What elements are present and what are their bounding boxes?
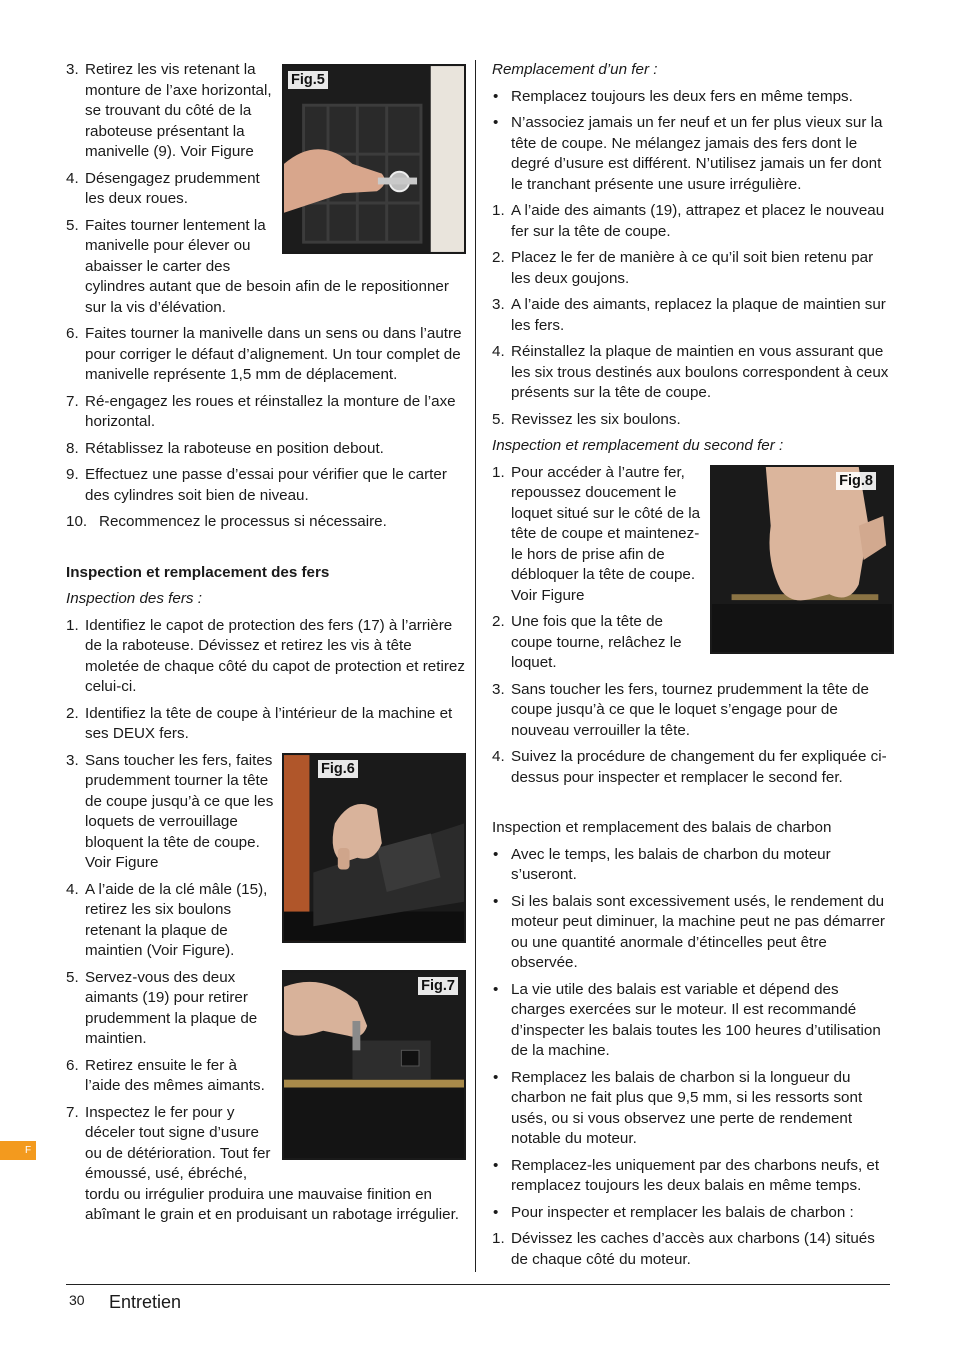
list-item: 2. Identifiez la tête de coupe à l’intérieur de la machine et ses DEUX fers. <box>66 704 453 742</box>
list-item: 4. A l’aide de la clé mâle (15), retirez les six boulons retenant la plaque de maintien (Voir Figure). <box>66 880 268 959</box>
bullet-item: • Pour inspecter et remplacer les balais de charbon : <box>493 1203 854 1221</box>
list-item: 2. Placez le fer de manière à ce qu’il soit bien retenu par les deux goujons. <box>492 249 874 287</box>
list-item: 4. Désengagez prudemment les deux roues. <box>66 169 260 207</box>
bullet-item: • Remplacez toujours les deux fers en même temps. <box>493 87 853 105</box>
subheading: Remplacement d’un fer : <box>492 61 658 78</box>
list-item: 8. Rétablissez la raboteuse en position debout. <box>66 439 384 457</box>
list-item: 7. Inspectez le fer pour y déceler tout signe d’usure ou de détérioration. Tout fer émoussé, usé, ébréché, tordu ou irrégulier produira une mauvaise finition en abîmant le grain et en produisant un rabotage irrégulier. <box>66 1103 460 1223</box>
list-item: 3. Sans toucher les fers, tournez prudemment la tête de coupe jusqu’à ce que le loquet s’engage pour de nouveau verrouiller la tête. <box>492 680 869 739</box>
fig7-label: Fig.7 <box>418 977 458 995</box>
section-title: Entretien <box>109 1292 182 1312</box>
list-item: 6. Retirez ensuite le fer à l’aide des mêmes aimants. <box>66 1056 265 1094</box>
list-item: 4. Suivez la procédure de changement du fer expliquée ci-dessus pour inspecter et remplacer le second fer. <box>492 748 887 786</box>
bullet-item: • N’associez jamais un fer neuf et un fer plus vieux sur la tête de coupe. Ne mélangez jamais des fers dont le degré d’usure est différent. N’utilisez jamais un fer dont le tranchant présente une usure irrégulière. <box>493 114 883 193</box>
list-item: 1. Identifiez le capot de protection des fers (17) à l’arrière de la raboteuse. Dévissez et retirez les vis à tête moletée de chaque côté du capot de protection et retirez celui-ci. <box>66 616 465 695</box>
list-item: 5. Revissez les six boulons. <box>492 410 681 428</box>
bullet-item: • Si les balais sont excessivement usés, le rendement du moteur peut diminuer, la machine peut ne pas démarrer ou une quantité anormale d’étincelles peut être observée. <box>493 892 885 971</box>
list-item: 5. Servez-vous des deux aimants (19) pour retirer prudemment la plaque de maintien. <box>66 968 258 1047</box>
bullet-item: • Avec le temps, les balais de charbon du moteur s’useront. <box>493 845 831 883</box>
list-item: 9. Effectuez une passe d’essai pour vérifier que le carter des cylindres soit bien de niveau. <box>66 466 447 504</box>
list-item: 1. A l’aide des aimants (19), attrapez et placez le nouveau fer sur la tête de coupe. <box>492 202 885 240</box>
fig8-label: Fig.8 <box>836 472 876 490</box>
section-heading: Inspection et remplacement des balais de charbon <box>492 819 832 836</box>
list-item: 3. Retirez les vis retenant la monture de l’axe horizontal, se trouvant du côté de la raboteuse présentant la manivelle (9). Voir Figure <box>66 61 272 160</box>
fig6-label: Fig.6 <box>318 760 358 778</box>
section-heading: Inspection et remplacement des fers <box>66 563 330 581</box>
bullet-item: • Remplacez les balais de charbon si la longueur du charbon ne fait plus que 9,5 mm, si les ressorts sont usés, ou si vous observez une perte de rendement notable du moteur. <box>493 1068 863 1147</box>
list-item: 1. Pour accéder à l’autre fer, repoussez doucement le loquet situé sur le côté de la tête de coupe et maintenez-le hors de prise afin de débloquer la tête de coupe. Voir Figure <box>492 463 701 604</box>
subheading: Inspection et remplacement du second fer : <box>492 437 784 454</box>
list-item: 3. A l’aide des aimants, replacez la plaque de maintien sur les fers. <box>492 296 886 334</box>
bullet-item: • La vie utile des balais est variable et dépend des charges exercées sur le moteur. Il est recommandé d’inspecter les balais toutes les 100 heures d’utilisation de la machine. <box>493 980 881 1059</box>
left-column <box>66 60 466 1232</box>
subheading: Inspection des fers : <box>66 590 202 607</box>
page-number: 30 <box>69 1292 85 1308</box>
column-divider <box>475 60 476 1272</box>
list-item: 6. Faites tourner la manivelle dans un sens ou dans l’autre pour corriger le défaut d’alignement. Un tour complet de manivelle représente 1,5 mm de déplacement. <box>66 325 462 383</box>
list-item: 4. Réinstallez la plaque de maintien en vous assurant que les six trous destinés aux boulons correspondent à ceux présents sur la tête de coupe. <box>492 343 889 401</box>
footer-rule <box>66 1284 890 1285</box>
list-item: 7. Ré-engagez les roues et réinstallez la monture de l’axe horizontal. <box>66 392 456 430</box>
right-column <box>492 60 894 1276</box>
list-item: 10. Recommencez le processus si nécessaire. <box>66 513 387 530</box>
fig5-label: Fig.5 <box>288 71 328 89</box>
list-item: 1. Dévissez les caches d’accès aux charbons (14) situés de chaque côté du moteur. <box>492 1230 875 1268</box>
language-tab: F <box>0 1141 36 1160</box>
bullet-item: • Remplacez-les uniquement par des charbons neufs, et remplacez toujours les deux balais en même temps. <box>493 1156 880 1194</box>
list-item: 5. Faites tourner lentement la manivelle pour élever ou abaisser le carter des cylindres autant que de besoin afin de le repositionner sur la vis d’élévation. <box>66 216 449 316</box>
list-item: 3. Sans toucher les fers, faites prudemment tourner la tête de coupe jusqu’à ce que les loquets de verrouillage bloquent la tête de coupe. Voir Figure <box>66 751 274 871</box>
list-item: 2. Une fois que la tête de coupe tourne, relâchez le loquet. <box>492 613 682 671</box>
